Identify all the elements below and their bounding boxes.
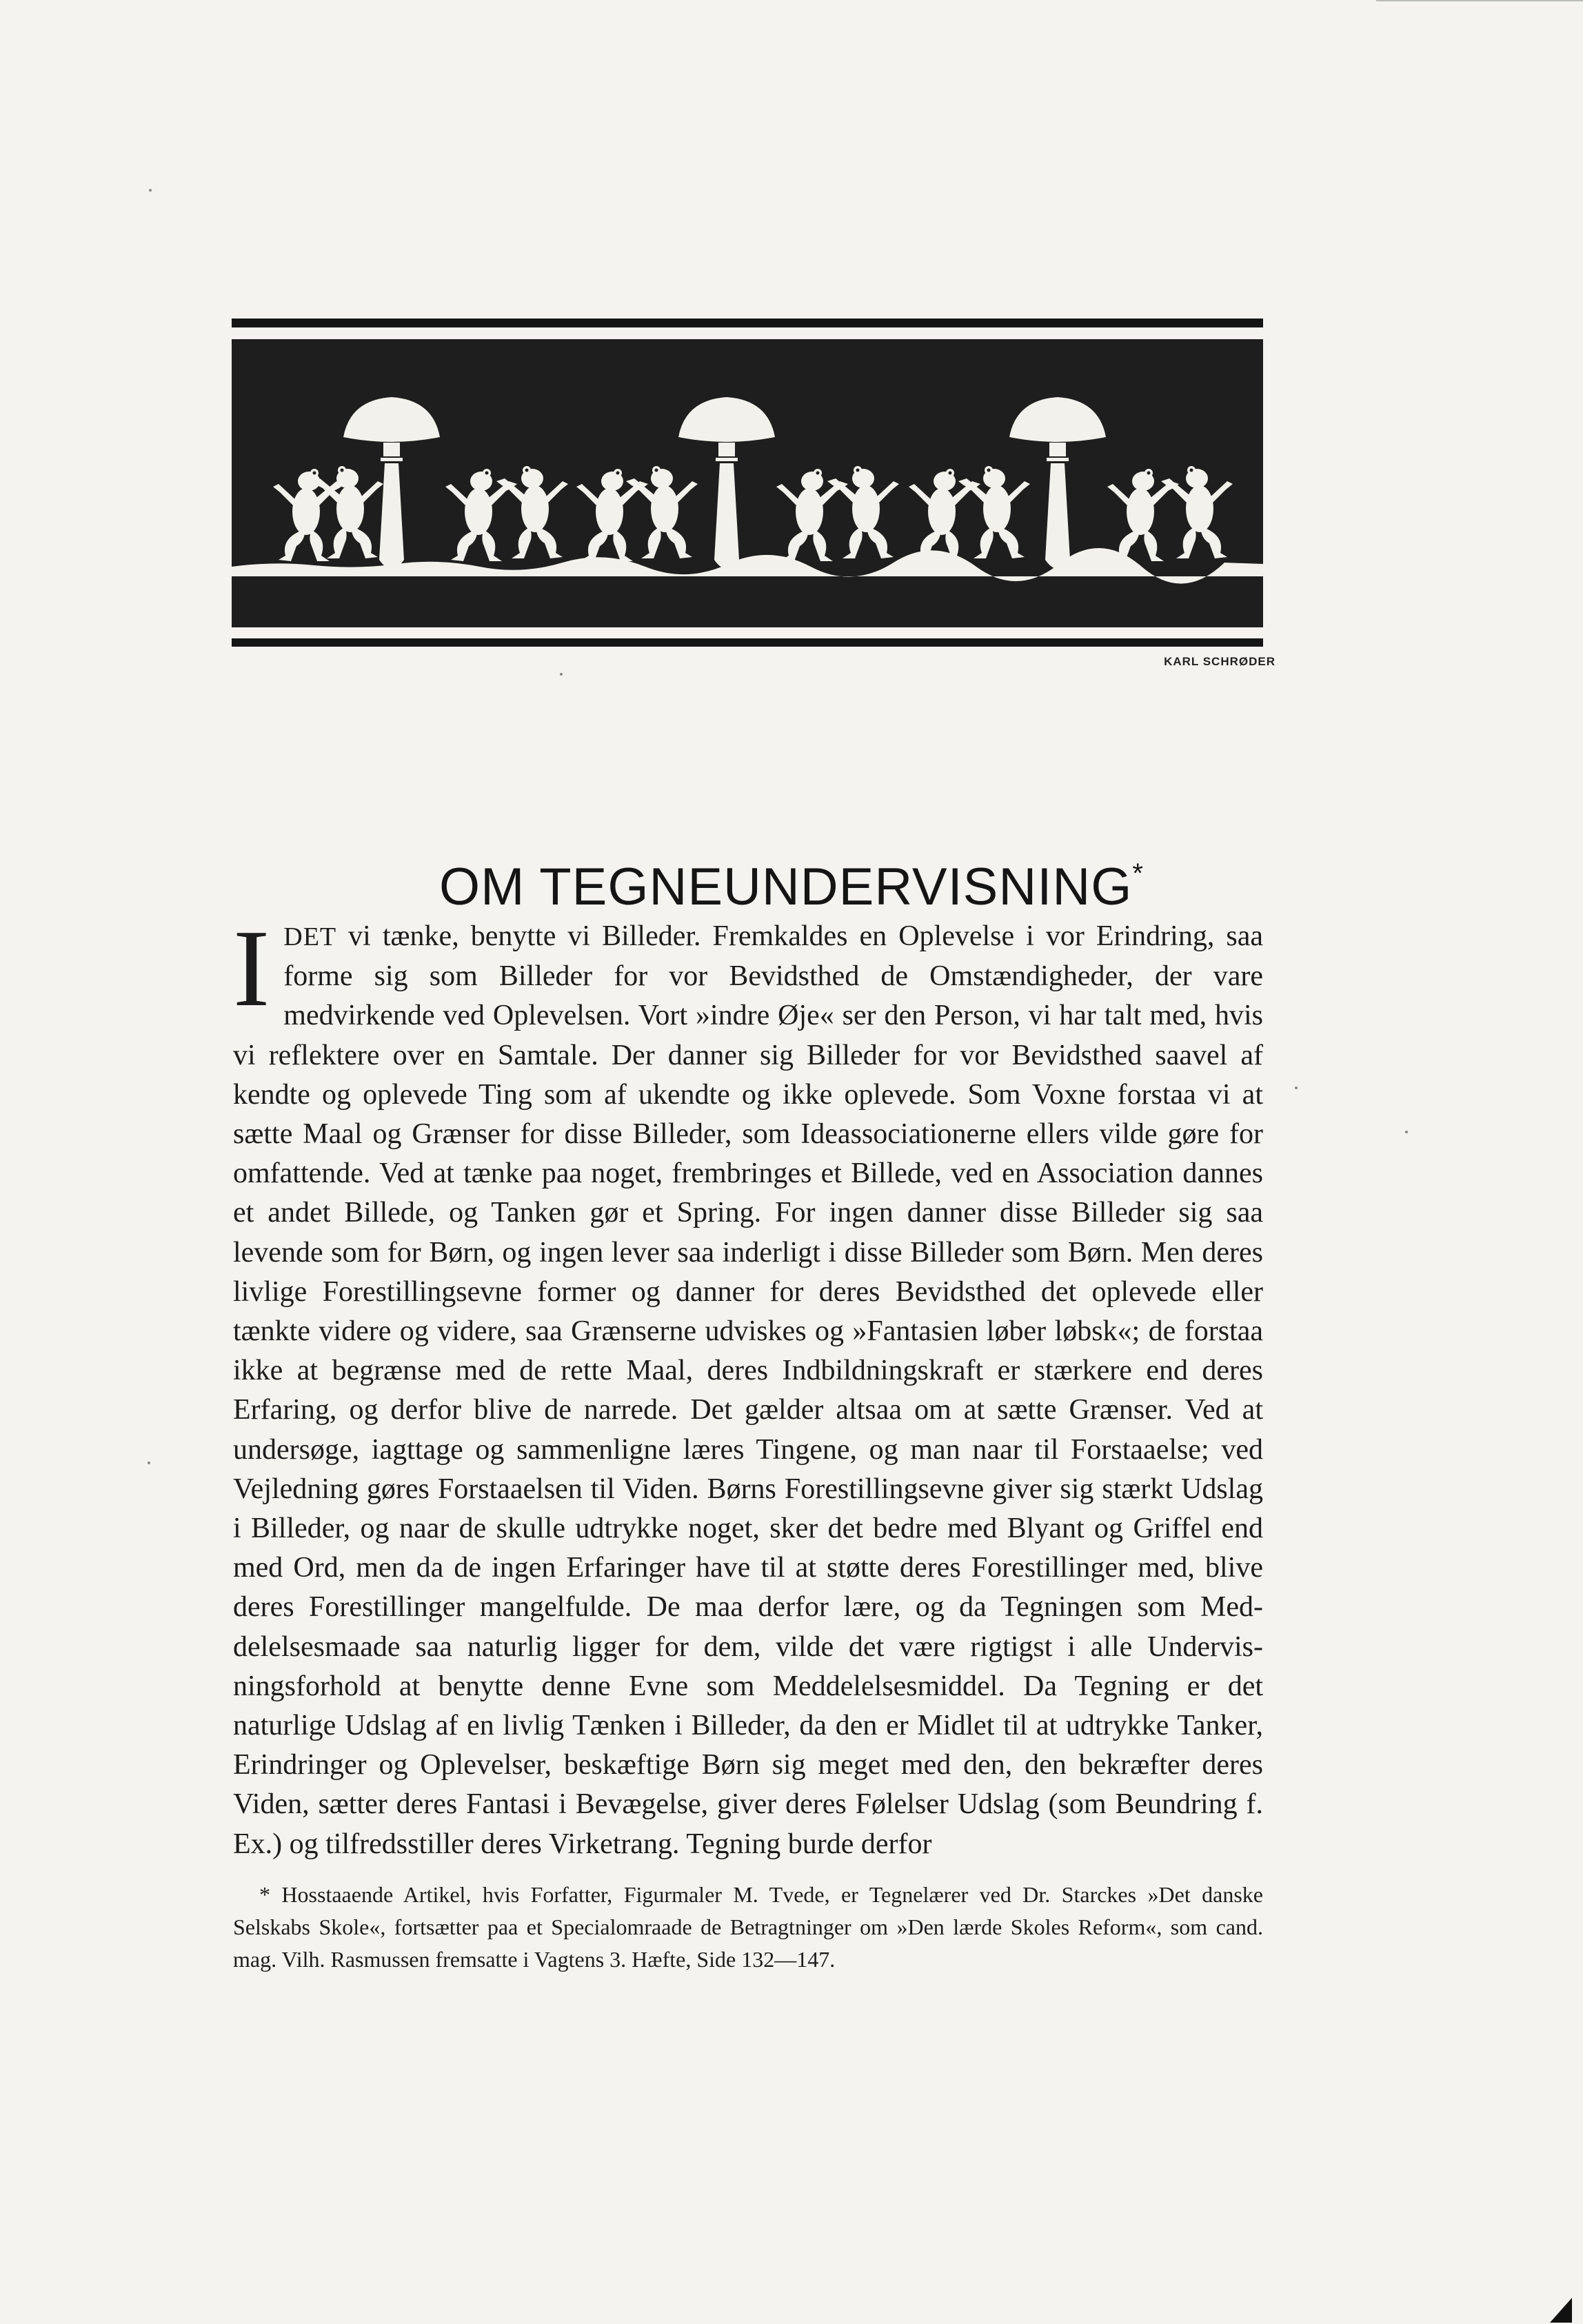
body-text: vi tænke, benytte vi Billeder. Fremkaldes en Oplevelse i vor Erindring, saa forme sig som Billeder for vor Bevidsthed de Omstændigheder, der vare medvirkende ved Oplevelsen. Vort »indre Øje« ser den Person, vi har talt med, hvis vi reflektere over en Samtale. Der danner sig Billeder for vor Bevidsthed saavel af kendte og oplevede Ting som af ukendte og ikke oplevede. Som Voxne forstaa vi at sætte Maal og Grænser for disse Billeder, som Ideassociationerne ellers vilde gøre for omfattende. Ved at tænke paa noget, frembringes et Billede, ved en Association dannes et andet Billede, og Tanken gør et Spring. For ingen danner disse Billeder sig saa levende som for Børn, og ingen lever saa inderligt i disse Billeder som Børn. Men deres livlige Forestillingsevne former og danner for deres Bevidsthed det oplevede eller tænkte videre og videre, saa Grænserne udviskes og »Fantasien løber løbsk«; de forstaa ikke at begrænse med de rette Maal, deres Indbildningskraft er stærkere end deres Erfaring, og derfor blive de narrede. Det gælder altsaa om at sætte Grænser. Ved at undersøge, iagttage og sammenligne læres Tingene, og man naar til Forstaaelse; ved Vejledning gøres Forstaaelsen til Viden. Børns Forestillingsevne giver sig stærkt Udslag i Billeder, og naar de skulle udtrykke noget, sker det bedre med Blyant og Griffel end med Ord, men da de ingen Erfaringer have til at støtte deres Forestillinger med, blive deres Forestillinger mangelfulde. De maa derfor lære, og da Tegningen som Meddelelsesmaade saa naturlig ligger for dem, vilde det være rigtigst i alle Undervisningsforhold at benytte denne Evne som Meddelelsesmiddel. Da Tegning er det naturlige Udslag af en livlig Tænken i Billeder, da den er Midlet til at udtrykke Tanker, Erindringer og Oplevelser, beskæftige Børn sig meget med den, den bekræfter deres Viden, sætter deres Fantasi i Bevægelse, giver deres Følelser Udslag (som Beundring f. Ex.) og tilfredsstiller deres Virketrang. Tegning burde derfor: [233, 920, 1263, 1860]
frieze-svg: [232, 339, 1263, 627]
paper-speck: [1295, 1087, 1298, 1089]
title-text: OM TEGNEUNDERVISNING: [439, 857, 1133, 916]
page-edge-line: [1376, 0, 1583, 1]
corner-mark-icon: [1547, 2295, 1575, 2324]
illustrator-signature: KARL SCHRØDER: [1164, 655, 1276, 668]
frieze-illustration: [232, 339, 1263, 627]
paper-speck: [560, 673, 563, 676]
paper-speck: [1405, 1131, 1408, 1133]
drop-cap: I: [233, 907, 270, 1029]
title-footnote-mark: *: [1132, 858, 1144, 889]
footnote: * Hosstaaende Artikel, hvis Forfatter, Figurmaler M. Tvede, er Tegnelærer ved Dr. Starckes »Det danske Selskabs Skole«, fortsætter paa et Specialomraade de Betragtninger om »Den lærde Skoles Reform«, som cand. mag. Vilh. Rasmussen fremsatte i Vagtens 3. Hæfte, Side 132—147.: [233, 1882, 1263, 1972]
lead-small-caps: DET: [283, 922, 337, 951]
article-body: [233, 907, 1263, 1864]
bottom-rule: [232, 638, 1263, 647]
paper-speck: [149, 189, 152, 192]
paper-speck: [148, 1462, 150, 1464]
top-rule: [232, 319, 1263, 327]
body-paragraph: [233, 907, 1263, 1864]
